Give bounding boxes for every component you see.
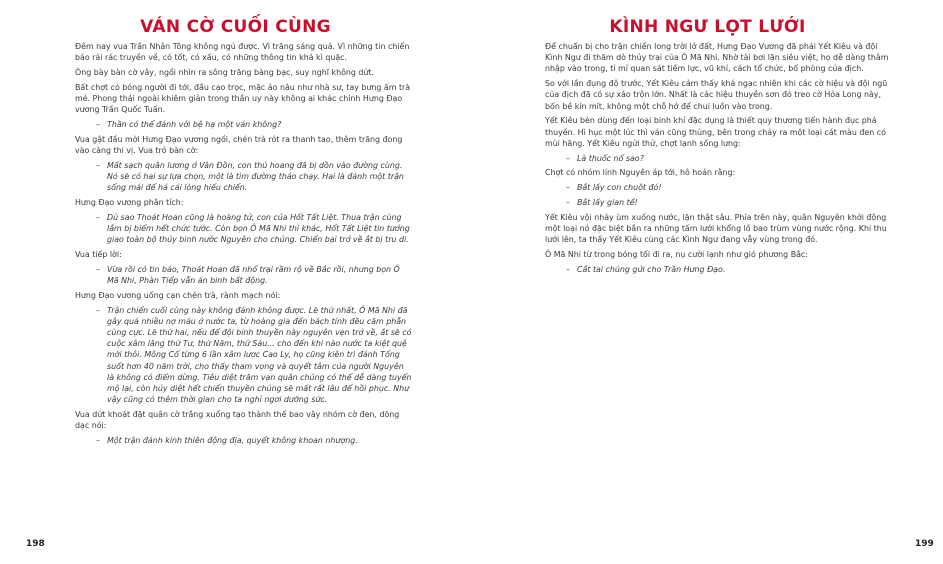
dialogue-text: Bắt lấy gian tế! — [577, 198, 638, 207]
dialogue-dash: – — [96, 305, 100, 315]
dialogue-dash: – — [566, 183, 570, 193]
dialogue-line — [566, 264, 890, 275]
dialogue-line — [566, 197, 890, 208]
paragraph: Vua gật đầu mời Hưng Đạo vương ngồi, chén trà rót ra thanh tao, thêm trăng đong vào càng thi vị. Vua trỏ bàn cờ: — [75, 134, 403, 155]
page-number: 199 — [915, 539, 934, 549]
paragraph: Vua tiếp lời: — [75, 250, 122, 259]
dialogue-dash: – — [96, 120, 100, 129]
paragraph: Chợt có nhóm lính Nguyên áp tới, hô hoán rằng: — [545, 168, 736, 178]
dialogue-line — [566, 182, 890, 193]
dialogue-dash: – — [96, 436, 100, 446]
dialogue-text: Trận chiến cuối cùng này không đánh không được. Lẽ thứ nhất, Ô Mã Nhi đã gây quá nhiều nợ máu ở nước ta, từ hoàng gia đến bách tính đều căm phẫn cùng cực. Lẽ thứ hai, nếu để đội binh thuyền này nguyên vẹn trở về, ắt sẽ có cuộc xâm lăng thứ Tư, thứ Năm, thứ Sáu... cho đến khi nào nước ta kiệt quệ mới thôi. Mông Cổ từng 6 lần xâm lược Cao Ly, họ cũng kiên trì đánh Tống suốt hơn 40 năm trời, cho thấy tham vọng và quyết tâm của người Nguyên là không có điểm dừng. Tiêu diệt trăm vạn quân chúng có thể dễ dàng tuyển mộ lại, còn hủy diệt hết chiến thuyền chúng sẽ mất rất lâu để hồi phục. Như vậy cũng có thêm thời gian cho ta nghỉ ngơi dưỡng sức. — [107, 305, 412, 405]
dialogue-dash: – — [96, 264, 100, 274]
paragraph: Hưng Đạo vương uống cạn chén trà, rành mạch nói: — [75, 290, 281, 300]
dialogue-line — [566, 153, 890, 164]
paragraph: Để chuẩn bị cho trận chiến long trời lở đất, Hưng Đạo Vương đã phái Yết Kiêu và đội Kình Ngư đi thăm dò thủy trại của Ô Mã Nhi. Nhờ tài bơi lặn siêu việt, họ dễ dàng thâm nhập vào trong, tỉ mỉ quan sát tiềm lực, vũ khí, cách tổ chức, bố phòng của địch. — [545, 42, 889, 74]
dialogue-text: Vừa rồi có tin báo, Thoát Hoan đã nhổ trại rầm rộ về Bắc rồi, nhưng bọn Ô Mã Nhi, Phàn Tiếp vẫn án binh bất động. — [107, 264, 400, 285]
paragraph: Bất chợt có bóng người đi tới, đầu cạo trọc, mặc áo nâu như nhà sư, tay bưng ấm trà mẻ. Phong thái ngoài khiêm giản trong thần uy này không ai khác chính Hưng Đạo vương Trần Quốc Tuấn. — [75, 82, 411, 115]
page-number: 198 — [26, 539, 45, 549]
dialogue-line — [96, 119, 413, 130]
dialogue-line — [96, 212, 413, 246]
chapter-body — [75, 41, 413, 450]
paragraph: Vua dứt khoát đặt quân cờ trắng xuống tạo thành thế bao vây nhóm cờ đen, dõng dạc nói: — [75, 410, 400, 431]
dialogue-text: Dù sao Thoát Hoan cũng là hoàng tử, con của Hốt Tất Liệt. Thua trận cùng lắm bị biếm hết chức tước. Còn bọn Ô Mã Nhi thì khác, Hốt Tất Liệt tin tưởng giao toàn bộ thủy binh nước Nguyên cho chúng. Chiến bại trở về ắt bị tru di. — [107, 212, 410, 245]
paragraph: Ông bày bàn cờ vây, ngồi nhìn ra sông trăng bàng bạc, suy nghĩ không dứt. — [75, 68, 375, 77]
paragraph: So với lần đụng độ trước, Yết Kiêu cảm thấy khá ngạc nhiên khi các cờ hiệu và đội ngũ của địch đã có sự xáo trộn lớn. Nhất là các hiệu thuyền sơn đỏ treo cờ Hỏa Long này, bốn bề kín mít, không một chỗ hở để chui luồn vào trong. — [545, 79, 888, 111]
dialogue-text: Mất sạch quân lương ở Vân Đồn, con thú hoang đã bị dồn vào đường cùng. Nó sẽ có hai sự lựa chọn, một là tìm đường tháo chạy. Hai là đánh một trận sống mái để hả cái lòng hiếu chiến. — [107, 160, 404, 193]
paragraph: Ô Mã Nhi từ trong bóng tối đi ra, nụ cười lạnh như gió phương Bắc: — [545, 250, 808, 259]
dialogue-dash: – — [566, 264, 570, 274]
dialogue-text: Cắt tai chúng gửi cho Trần Hưng Đạo. — [577, 264, 726, 274]
right-page — [472, 0, 943, 564]
dialogue-dash: – — [566, 153, 570, 163]
paragraph: Hưng Đạo vương phân tích: — [75, 198, 184, 207]
dialogue-dash: – — [566, 198, 570, 207]
dialogue-line — [96, 264, 413, 286]
paragraph: Yết Kiêu vội nhảy ùm xuống nước, lặn thật sâu. Phía trên này, quân Nguyên khởi động một loại nỏ đặc biệt bắn ra những tấm lưới khổng lồ bao trùm vùng nước rộng. Khi thu lưới lên, ta thấy Yết Kiêu cùng các Kình Ngư đang vẫy vùng trong đó. — [545, 212, 887, 245]
paragraph: Yết Kiêu bèn dùng đến loại binh khí đặc dụng là thiết quy thương tiến hành đục phá thuyền. Hì hục một lúc thì ván cũng thủng, bên trong chảy ra một loại cát màu đen có mùi hăng. Yết Kiêu ngửi thử, chợt lạnh sống lưng: — [545, 116, 886, 148]
chapter-title: KÌNH NGƯ LỌT LƯỚI — [609, 17, 806, 37]
dialogue-line — [96, 435, 413, 446]
chapter-body — [545, 41, 890, 279]
dialogue-text: Thần có thể đánh với bệ hạ một ván không? — [107, 120, 282, 129]
dialogue-line — [96, 160, 413, 194]
dialogue-dash: – — [96, 160, 100, 170]
left-page — [0, 0, 471, 564]
paragraph: Đêm nay vua Trần Nhân Tông không ngủ được. Vì trăng sáng quá. Vì những tin chiến báo rải rác truyền về, có tốt, có xấu, có những thông tin khá kì quặc. — [75, 42, 410, 63]
dialogue-text: Là thuốc nổ sao? — [577, 153, 644, 163]
dialogue-dash: – — [96, 212, 100, 222]
dialogue-text: Bắt lấy con chuột đó! — [577, 183, 662, 193]
dialogue-text: Một trận đánh kinh thiên động địa, quyết không khoan nhượng. — [107, 436, 358, 446]
dialogue-line — [96, 305, 413, 406]
chapter-title: VÁN CỜ CUỐI CÙNG — [140, 17, 331, 37]
